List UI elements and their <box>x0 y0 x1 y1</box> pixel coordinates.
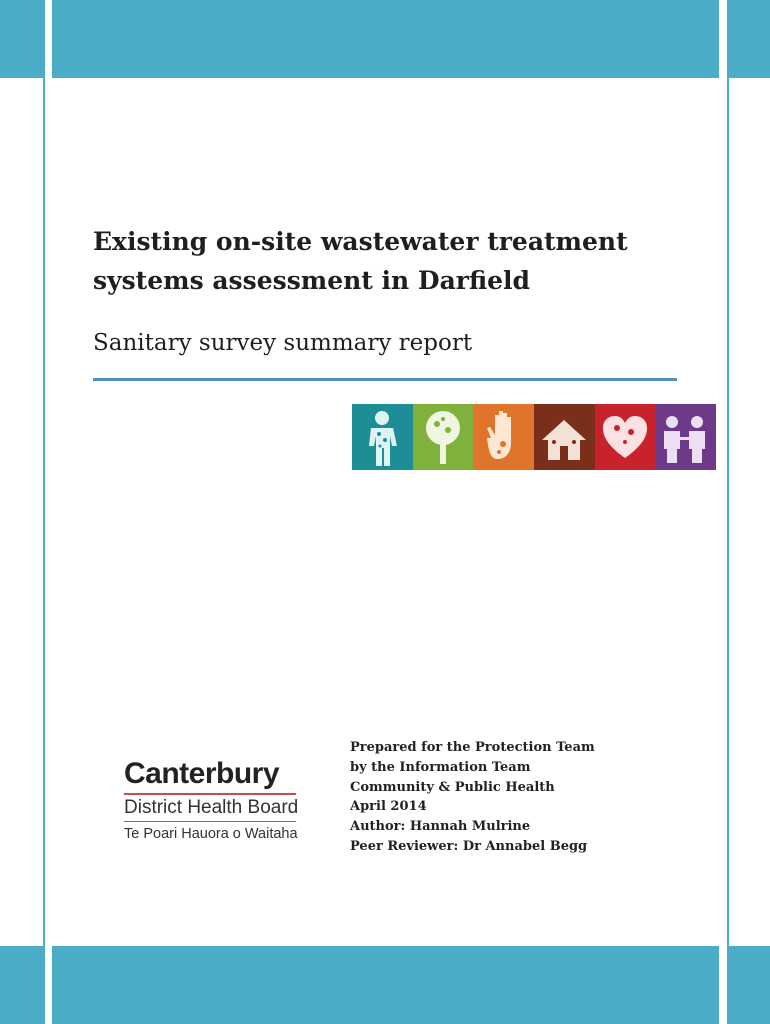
credit-line: by the Information Team <box>350 759 531 775</box>
banner-tile-tree <box>413 404 474 470</box>
house-icon <box>534 404 595 470</box>
person-icon <box>352 404 413 470</box>
title-underline <box>93 378 677 381</box>
document-title <box>93 222 693 300</box>
credit-author: Author: Hannah Mulrine <box>350 819 531 835</box>
credit-date: April 2014 <box>350 799 427 815</box>
logo-name: Canterbury <box>124 757 280 790</box>
document-subtitle: Sanitary survey summary report <box>93 330 473 356</box>
bottom-band-left <box>0 946 43 1024</box>
banner-tile-person <box>352 404 413 470</box>
cdhb-logo <box>124 758 314 843</box>
banner-tile-house <box>534 404 595 470</box>
logo-maori-name: Te Poari Hauora o Waitaha <box>124 826 298 842</box>
banner-tile-hand <box>473 404 534 470</box>
logo-subtitle: District Health Board <box>124 797 299 818</box>
bottom-band-center <box>52 946 719 1024</box>
credit-reviewer: Peer Reviewer: Dr Annabel Begg <box>350 838 588 854</box>
credit-line: Community & Public Health <box>350 779 555 795</box>
heart-icon <box>595 404 656 470</box>
tree-icon <box>413 404 474 470</box>
frame-line-right <box>727 0 729 1024</box>
bottom-band-right <box>729 946 770 1024</box>
banner-tile-heart <box>595 404 656 470</box>
banner-image-strip <box>352 404 716 470</box>
banner-tile-family <box>655 404 716 470</box>
hand-icon <box>473 404 534 470</box>
top-band-left <box>0 0 43 78</box>
top-band-right <box>729 0 770 78</box>
logo-divider-2 <box>124 821 296 822</box>
credit-line: Prepared for the Protection Team <box>350 740 595 755</box>
top-band-center <box>52 0 719 78</box>
title-line-1: Existing on-site wastewater treatment <box>93 227 628 256</box>
frame-line-left <box>43 0 45 1024</box>
family-icon <box>655 404 716 470</box>
credits-block <box>350 738 650 857</box>
logo-divider <box>124 793 296 795</box>
title-line-2: systems assessment in Darfield <box>93 266 531 295</box>
